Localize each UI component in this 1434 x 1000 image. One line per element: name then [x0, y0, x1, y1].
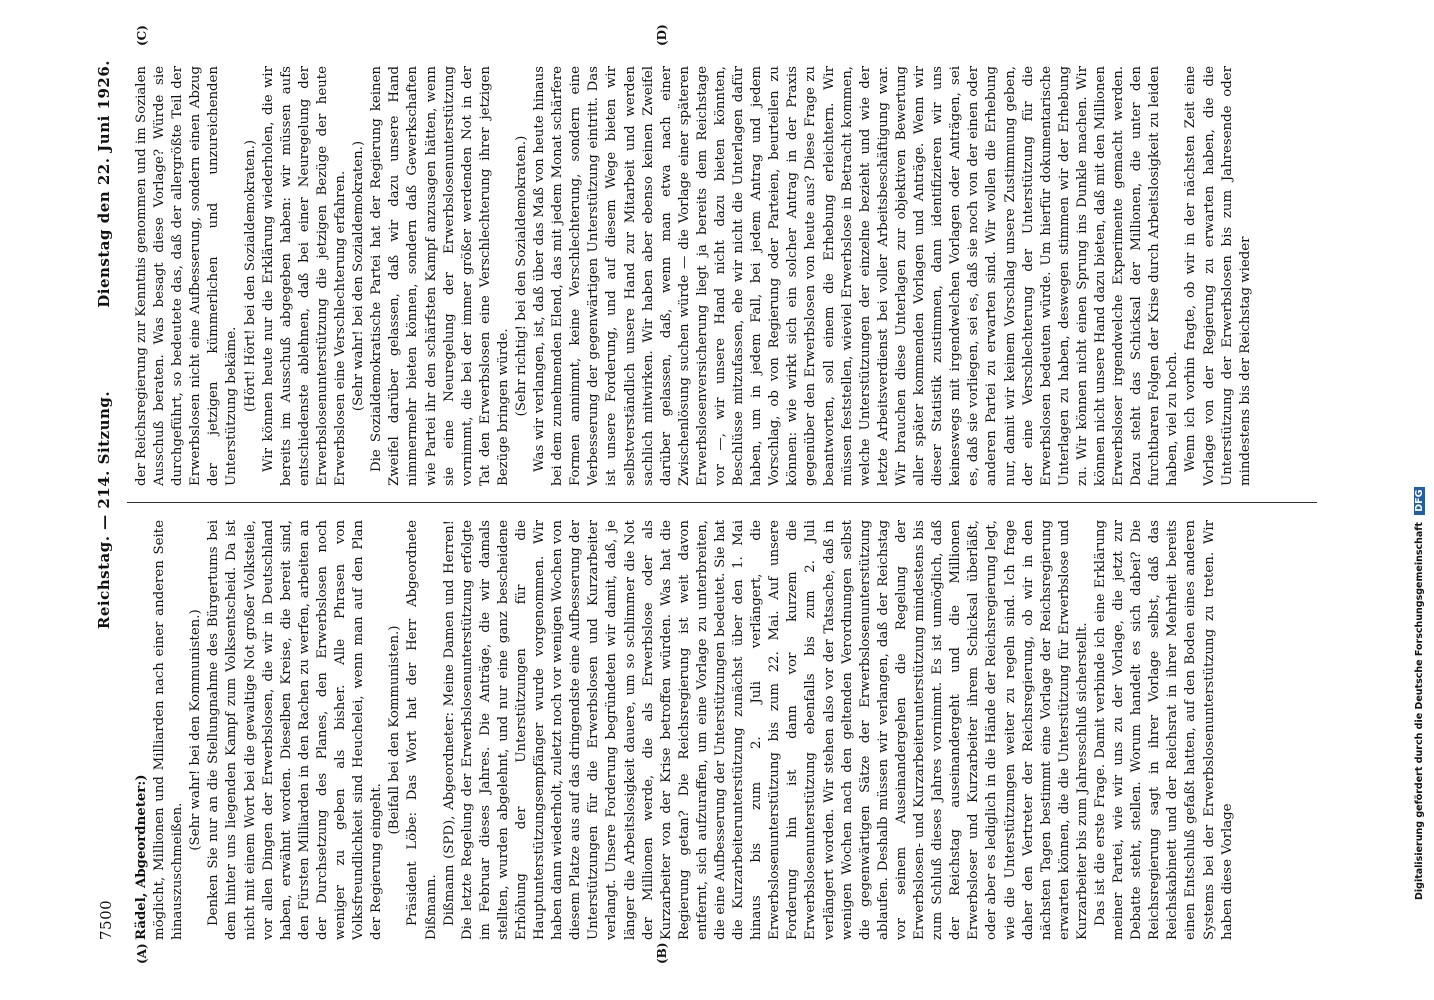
- paragraph: möglicht, Millionen und Milliarden nach einer anderen Seite hinauszuschmeißen.: [152, 520, 186, 940]
- session-date: Dienstag den 22. Juni 1926.: [95, 60, 113, 308]
- paragraph: der Reichsregierung zur Kenntnis genommen und im Sozialen Ausschuß beraten. Was besagt diese Vorlage? Würde sie durchgeführt, so bedeutete das, daß der allergrößte Teil der Erwerbslosen nicht eine Aufbesserung, sondern einen Abzug der jetzigen kümmerlichen und unzureichenden Unterstützung bekäme.: [134, 66, 240, 486]
- interjection: (Sehr richtig! bei den Sozialdemokraten.): [513, 135, 529, 417]
- margin-letter-a: (A): [135, 943, 149, 964]
- paragraph: Was wir verlangen, ist, daß über das Maß von heute hinaus bei dem zunehmenden Elend, das mit jedem Monat schärfere Formen annimmt, keine Verschlechterung, sondern eine Verbesserung der gegenwärtigen Unterstützung eintritt. Das ist unsere Forderung, und auf diesem Wege bieten wir selbstverständlich unsere Hand zur Mitarbeit und werden sachlich mitwirken. Wir haben aber ebenso keinen Zweifel darüber gelassen, daß, wenn man etwa nach einer Zwischenlösung suchen würde — die Vorlage einer späteren Erwerbslosenversicherung liegt ja bereits dem Reichstage vor —, wir unsere Hand nicht dazu bieten könnten, Beschlüsse mitzufassen, ehe wir nicht die Unterlagen dafür haben, um in jedem Fall, bei jedem Antrag und jedem Vorschlag, ob von Regierung oder Parteien, beurteilen zu können: wie wirkt sich ein solcher Antrag in der Praxis gegenüber den Erwerbslosen von heute aus? Diese Frage zu beantworten, soll einem die Erhebung erleichtern. Wir müssen feststellen, wieviel Erwerbslose in Betracht kommen, welche Unterstützungen der einzelne bezieht und wie der letzte Arbeitsverdienst bei voller Arbeitsbeschäftigung war. Wir brauchen diese Unterlagen zur objektiven Bewertung aller später kommenden Vorlagen und Anträge. Wenn wir dieser Statistik zustimmen, dann identifizieren wir uns keineswegs mit irgendwelchen Vorlagen oder Anträgen, sei es, daß sie vorliegen, sei es, daß sie noch von der einen oder anderen Partei zu erwarten sind. Wir wollen die Erhebung nur, damit wir keinem Vorschlag unsere Zustimmung geben, der eine Verschlechterung der Unterstützung für die Erwerbslosen bedeuten würde. Um hierfür dokumentarische Unterlagen zu haben, deswegen stimmen wir der Erhebung zu. Wir können nicht einen Sprung ins Dunkle machen. Wir können nicht unsere Hand dazu bieten, daß mit den Millionen Erwerbsloser irgendwelche Experimente gemacht werden. Dazu steht das Schicksal der Millionen, die unter den furchtbaren Folgen der Krise durch Arbeitslosigkeit zu leiden haben, viel zu hoch.: [532, 66, 1181, 486]
- paragraph: Das ist die erste Frage. Damit verbinde ich eine Erklärung meiner Partei, wie wir uns zu der Vorlage, die jetzt zur Debatte steht, stellen. Worum handelt es sich dabei? Die Reichsregierung sagt in ihrer Vorlage selbst, daß das Reichskabinett und der Reichsrat in ihrer Mehrheit bereits einen Entschluß gefaßt hatten, auf den Boden eines anderen Systems bei der Erwerbslosenunterstützung zu treten. Wir haben diese Vorlage: [1092, 520, 1235, 940]
- interjection: (Sehr wahr! bei den Sozialdemokraten.): [351, 140, 367, 412]
- paragraph: Wenn ich vorhin fragte, ob wir in der nächsten Zeit eine Vorlage von der Regierung zu erwarten haben, die die Unterstützung der Erwerbslosen bis zum Jahresende oder mindestens bis der Reichstag wieder: [1183, 66, 1253, 486]
- left-text-column: [133, 520, 1313, 940]
- margin-letter-d: (D): [655, 24, 669, 46]
- dfg-badge: DFG: [1414, 487, 1425, 515]
- paragraph: Denken Sie nur an die Stellungnahme des Bürgertums bei dem hinter uns liegenden Kampf zum Volksentscheid. Da ist nicht mit einem Wort bei die gewaltige Not großer Volksteile, vor allen Dingen der Erwerbslosen, die wir in Deutschland haben, erwähnt worden. Dieselben Kreise, die bereit sind, den Fürsten Milliarden in den Rachen zu werfen, arbeiten an der Durchsetzung des Planes, den Erwerbslosen noch weniger zu geben als bisher. Alle Phrasen von Volksfreundlichkeit sind Heuchelei, wenn man auf den Plan der Regierung eingeht.: [206, 520, 385, 940]
- column-divider: [127, 502, 1317, 503]
- president-statement: Präsident Löbe: Das Wort hat der Herr Abgeordnete Dißmann.: [405, 520, 439, 940]
- rotated-document-page: [95, 24, 1325, 964]
- speaker-line: [133, 520, 151, 940]
- speaker-name: Rädel, Abgeordneter:): [134, 774, 149, 940]
- page-title: Reichstag. — 214. Sitzung.: [95, 390, 113, 630]
- interjection: (Beifall bei den Kommunisten.): [387, 625, 403, 835]
- margin-letter-b: (B): [655, 942, 669, 964]
- right-text-column: [133, 66, 1313, 486]
- interjection: (Sehr wahr! bei den Kommunisten.): [188, 609, 204, 851]
- page-header: [95, 60, 125, 940]
- interjection: (Hört! Hört! bei den Sozialdemokraten.): [242, 139, 258, 413]
- paragraph: Dißmann (SPD), Abgeordneter: Meine Damen und Herren! Die letzte Regelung der Erwerbslosenunterstützung erfolgte im Februar dieses Jahres. Die Anträge, die wir damals stellten, wurden abgelehnt, und nur eine ganz bescheidene Erhöhung der Unterstützungen für die Hauptunterstützungsempfänger wurde vorgenommen. Wir haben dann wiederholt, zuletzt noch vor wenigen Wochen von diesem Platze aus auf das dringendste eine Aufbesserung der Unterstützungen für die Erwerbslosen und Kurzarbeiter verlangt. Unsere Forderung begründeten wir damit, daß, je länger die Arbeitslosigkeit dauere, um so schlimmer die Not der Millionen werde, die als Erwerbslose oder als Kurzarbeiter von der Krise betroffen würden. Was hat die Regierung getan? Die Reichsregierung ist weit davon entfernt, sich aufzuraffen, um eine Vorlage zu unterbreiten, die eine Aufbesserung der Unterstützungen bedeutet. Sie hat die Kurzarbeiterunterstützung zunächst über den 1. Mai hinaus bis zum 2. Juli verlängert, die Erwerbslosenunterstützung bis zum 22. Mai. Auf unsere Forderung hin ist dann vor kurzem die Erwerbslosenunterstützung ebenfalls bis zum 2. Juli verlängert worden. Wir stehen also vor der Tatsache, daß in wenigen Wochen nach den geltenden Verordnungen selbst die gegenwärtigen Sätze der Erwerbslosenunterstützung ablaufen. Deshalb müssen wir verlangen, daß der Reichstag vor seinem Auseinandergehen die Regelung der Erwerbslosen- und Kurzarbeiterunterstützung mindestens bis zum Schluß dieses Jahres vornimmt. Es ist unmöglich, daß der Reichstag auseinandergeht und die Millionen Erwerbsloser und Kurzarbeiter ihrem Schicksal überläßt, oder aber es lediglich in die Hände der Reichsregierung legt, wie die Unterstützungen weiter zu regeln sind. Ich frage daher den Vertreter der Reichsregierung, ob wir in den nächsten Tagen bestimmt eine Vorlage der Reichsregierung erwarten können, die die Unterstützung für Erwerbslose und Kurzarbeiter bis zum Jahresschluß sicherstellt.: [441, 520, 1090, 940]
- paragraph: Die Sozialdemokratische Partei hat der Regierung keinen Zweifel darüber gelassen, daß wir dazu unsere Hand nimmermehr bieten können, sondern daß Gewerkschaften wie Partei ihr den schärfsten Kampf anzusagen hätten, wenn sie eine Neuregelung der Erwerbslosenunterstützung vornimmt, die bei der immer größer werdenden Not in der Tat den Erwerbslosen eine Verschlechterung ihrer jetzigen Bezüge bringen würde.: [369, 66, 511, 486]
- margin-letter-c: (C): [135, 25, 149, 46]
- credit-text: Digitalisierung gefördert durch die Deutsche Forschungsgemeinschaft: [1414, 522, 1425, 900]
- paragraph: Wir können heute nur die Erklärung wiederholen, die wir bereits im Ausschuß abgegeben haben: wir müssen aufs entschiedenste ablehnen, daß bei einer Neuregelung der Erwerbslosenunterstützung die jetzigen Bezüge der heute Erwerbslosen eine Verschlechterung erfahren.: [260, 66, 349, 486]
- page-number: 7500: [97, 899, 115, 940]
- digitization-credit: [1414, 487, 1425, 900]
